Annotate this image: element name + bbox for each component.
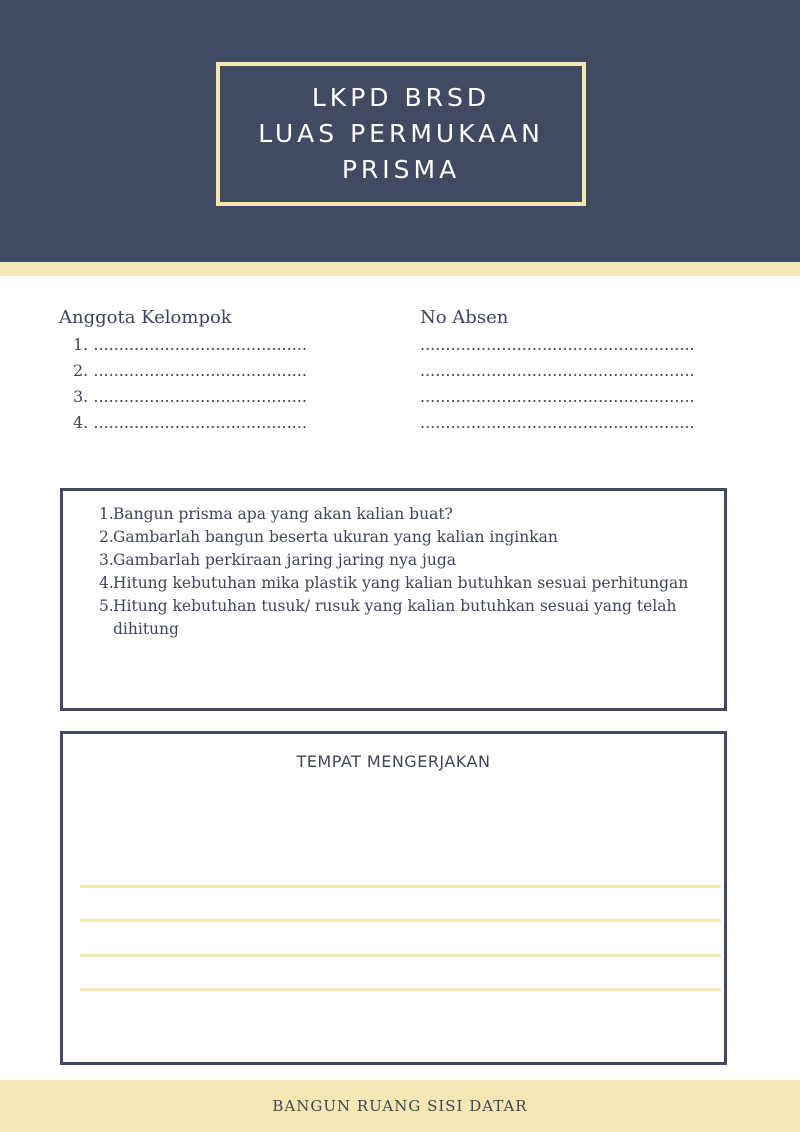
writing-line — [80, 885, 721, 888]
task-item-2 — [63, 526, 703, 549]
task-text: Hitung kebutuhan mika plastik yang kalian butuhkan sesuai perhitungan — [113, 574, 689, 592]
title-line-3: PRISMA — [341, 155, 461, 184]
member-line-4: 4. .......................................... — [73, 413, 307, 432]
task-text: Hitung kebutuhan tusuk/ rusuk yang kalian butuhkan sesuai yang telah dihitung — [113, 597, 677, 638]
title-line-1: LKPD BRSD — [311, 83, 491, 112]
work-area-box — [60, 731, 727, 1065]
task-text: Gambarlah perkiraan jaring jaring nya juga — [113, 551, 457, 569]
absen-section — [420, 306, 710, 436]
footer-banner — [0, 1080, 800, 1132]
absen-line-3: ...................................................... — [420, 387, 695, 406]
members-heading: Anggota Kelompok — [59, 307, 232, 328]
absen-line-2: ...................................................... — [420, 361, 695, 380]
work-area-title: TEMPAT MENGERJAKAN — [296, 752, 491, 771]
task-item-5 — [63, 595, 703, 641]
tasks-box — [60, 488, 727, 711]
header-stripe — [0, 262, 800, 276]
task-number: 3. — [99, 551, 114, 569]
task-text: Gambarlah bangun beserta ukuran yang kalian inginkan — [113, 528, 558, 546]
absen-line-4: ...................................................... — [420, 413, 695, 432]
writing-line — [80, 988, 721, 991]
group-members-section — [59, 306, 379, 436]
absen-line-1: ...................................................... — [420, 335, 695, 354]
title-box — [216, 62, 586, 206]
tasks-list — [63, 503, 724, 641]
member-line-3: 3. .......................................... — [73, 387, 307, 406]
footer-text: BANGUN RUANG SISI DATAR — [272, 1097, 528, 1115]
task-item-4 — [63, 572, 703, 595]
title-line-2: LUAS PERMUKAAN — [258, 119, 544, 148]
writing-line — [80, 954, 721, 957]
task-number: 2. — [99, 528, 114, 546]
writing-line — [80, 919, 721, 922]
absen-heading: No Absen — [420, 307, 509, 328]
member-line-1: 1. .......................................... — [73, 335, 307, 354]
task-item-1 — [63, 503, 703, 526]
task-number: 4. — [99, 574, 114, 592]
task-item-3 — [63, 549, 703, 572]
header-banner — [0, 0, 800, 262]
member-line-2: 2. .......................................... — [73, 361, 307, 380]
task-number: 5. — [99, 597, 114, 615]
task-text: Bangun prisma apa yang akan kalian buat? — [113, 505, 453, 523]
task-number: 1. — [99, 505, 114, 523]
